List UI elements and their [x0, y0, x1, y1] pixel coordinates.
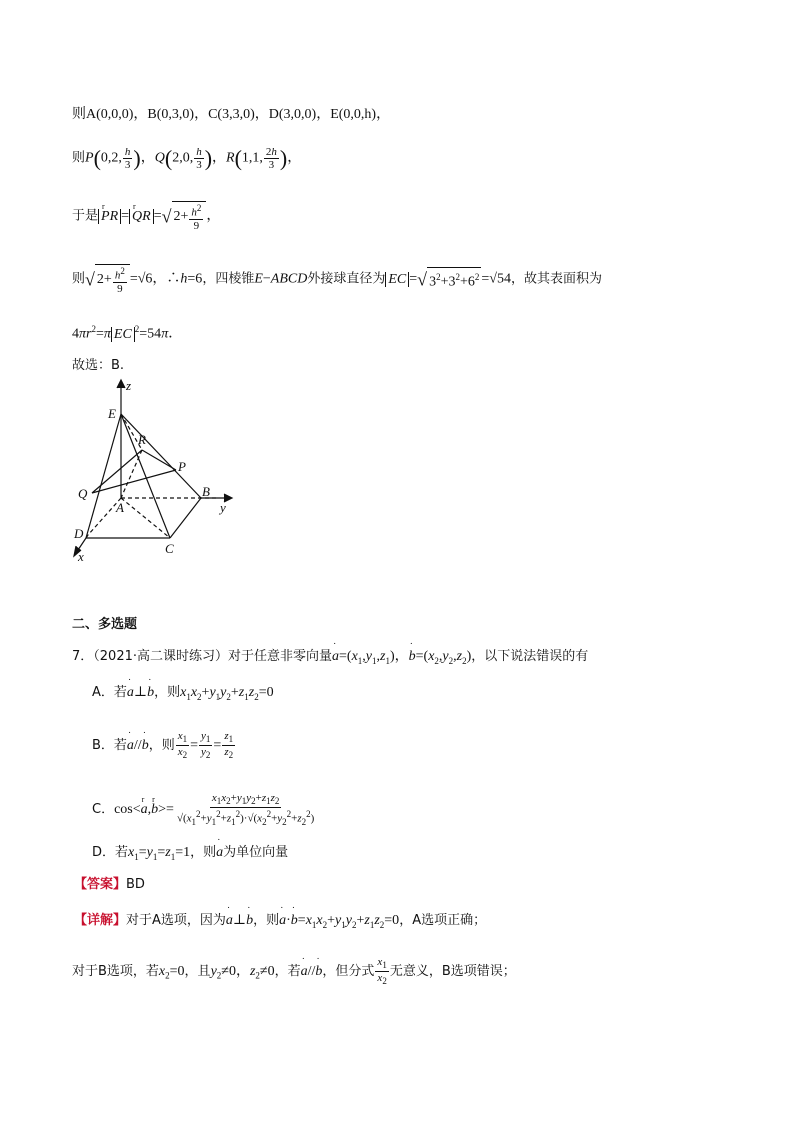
label-y: y — [220, 500, 226, 515]
option-a-label: A．若 — [92, 685, 127, 700]
answer-label: 【答案】 — [74, 877, 127, 892]
detail-t7: ，但分式 — [322, 963, 375, 979]
detail-line-2: 对于B选项，若$x_2=0$，且$y_2\ne 0$，$z_2\ne 0$，若˙ a//˙ b，但分式 $\frac{x_1}{x_2}$ 无意义，B选项错误； — [72, 956, 516, 987]
coords-text: 则A(0,0,0)，B(0,3,0)，C(3,3,0)，D(3,0,0)，E(0,0,h)， — [72, 107, 391, 122]
choice-line: 故选：B. — [72, 358, 125, 373]
solve-end: ，故其表面积为 — [510, 271, 602, 287]
label-Q: Q — [78, 486, 88, 501]
option-b-label: B．若 — [92, 737, 127, 753]
option-d-end: 为单位向量 — [223, 845, 289, 860]
answer-line — [74, 876, 145, 894]
edge-CB — [170, 498, 201, 538]
coords-line — [72, 106, 390, 124]
detail-t2: ，则 — [253, 913, 280, 928]
label-z: z — [126, 378, 132, 393]
edge-ED — [86, 414, 121, 538]
option-a: A．若˙ a⊥˙ b，则$x_1x_2+y_1y_2+z_1z_2=0$ — [92, 684, 274, 706]
option-a-then: ，则 — [154, 685, 181, 700]
pqr-prefix: 则 — [72, 150, 86, 166]
solve-prefix: 则 — [72, 271, 86, 287]
detail-t4: 对于B选项，若 — [72, 963, 159, 979]
option-d-label: D．若 — [92, 845, 129, 860]
detail-line-1: 【详解】对于A选项，因为˙ a⊥˙ b，则˙ a·˙ $b=x_1x_2+y_1y_2+z_1z_2=0$，A选项正确； — [74, 912, 486, 934]
label-E: E — [108, 406, 116, 421]
edge-EB — [121, 414, 201, 498]
edge-RP — [142, 450, 176, 470]
length-line: 于是r PR =r QR =√ 2+ $\frac{h^2}{9}$ ， — [72, 201, 220, 232]
detail-t1: 对于A选项，因为 — [126, 913, 226, 928]
option-d: D．若$x_1=y_1=z_1=1$，则˙ a为单位向量 — [92, 844, 288, 866]
label-P: P — [178, 459, 186, 474]
question-source: （2021·高二课时练习） — [93, 649, 228, 664]
question-stem-b: ，以下说法错误的有 — [471, 649, 589, 664]
label-D: D — [74, 526, 84, 541]
detail-t8: 无意义，B选项错误； — [389, 963, 516, 979]
question-stem-a: 对于任意非零向量 — [228, 649, 333, 664]
option-d-then: ，则 — [190, 845, 217, 860]
pqr-line: 则P(0,2, $\frac{h}{3}$ )，Q(2,0, $\frac{h}{3}$ )，R(1,1, $\frac{2h}{3}$ )， — [72, 145, 302, 171]
label-x: x — [78, 549, 84, 564]
option-b: B．若˙ a//˙ b，则 $\frac{x_1}{x_2}$ = $\frac{y_1}{y_2}$ = $\frac{z_1}{z_2}$ — [92, 730, 236, 761]
length-prefix: 于是 — [72, 208, 99, 224]
edge-RA — [121, 450, 142, 498]
section-title: 二、多选题 — [72, 617, 138, 632]
option-c: C．cos<r a,r b>= $\frac{x_1x_2+y_1y_2+z_1z_2}{√(x_1^2+y_1^2+z_1^2)\cdot√(x_2^2+y_2^2+z_2^2)}$ — [92, 792, 317, 828]
question-stem: 7．（2021·高二课时练习）对于任意非零向量˙ $a=(x_1,y_1,z_1)$，˙ $b=(x_2,y_2,z_2)$，以下说法错误的有 — [72, 648, 588, 670]
label-B: B — [202, 484, 210, 499]
area-line: $4\pi r^2=\pi$ EC $^2$=54π． — [72, 324, 183, 342]
option-c-label: C． — [92, 802, 115, 818]
label-C: C — [165, 541, 174, 556]
label-R: R — [138, 432, 146, 447]
solve-text: 外接球直径为 — [307, 271, 386, 287]
detail-label: 【详解】 — [74, 913, 127, 928]
detail-t3: ，A选项正确； — [399, 913, 487, 928]
solve-mid: ，四棱锥 — [202, 271, 255, 287]
question-number: 7． — [72, 649, 94, 664]
detail-t5: ，且 — [184, 963, 211, 979]
label-A: A — [116, 500, 124, 515]
solve-line: 则√ 2+ $\frac{h^2}{9}$ =√6，∴h=6，四棱锥E−ABCD外接球直径为 EC =√ $3^2+3^2+6^2 =√54$，故其表面积为 — [72, 266, 602, 295]
option-b-then: ，则 — [148, 737, 175, 753]
pyramid-figure — [68, 378, 243, 568]
answer-value: BD — [126, 877, 145, 892]
detail-t6: ，若 — [274, 963, 301, 979]
